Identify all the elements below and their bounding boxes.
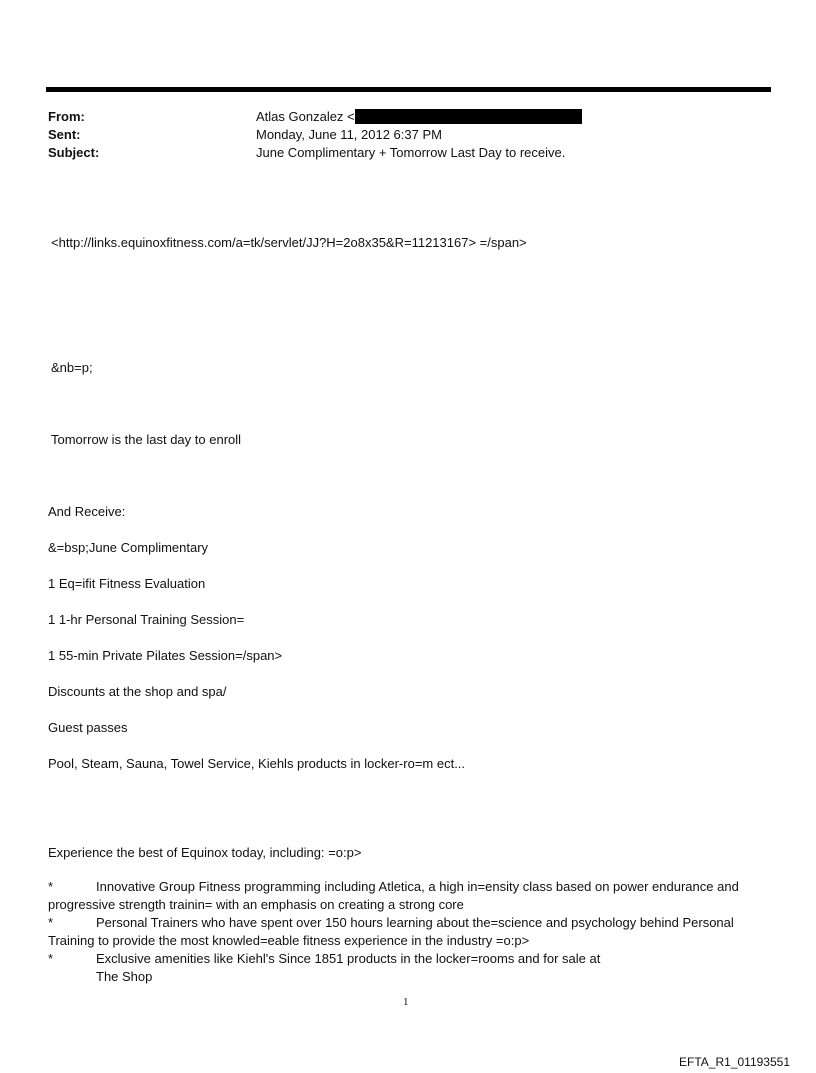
subject-label: Subject: bbox=[48, 145, 100, 160]
page-number: 1 bbox=[403, 996, 409, 1008]
bullet-text-continued: The Shop bbox=[96, 969, 153, 984]
bullet-text: Exclusive amenities like Kiehl's Since 1851 products in the locker=rooms and for sale at bbox=[96, 951, 601, 966]
from-value bbox=[256, 108, 582, 125]
document-id: EFTA_R1_01193551 bbox=[679, 1055, 790, 1069]
bullet-star: * bbox=[48, 915, 54, 930]
sent-label: Sent: bbox=[48, 127, 81, 142]
nbsp-artifact: &nb=p; bbox=[51, 360, 93, 375]
list-item: Guest passes bbox=[48, 720, 128, 735]
list-item: 1 Eq=ifit Fitness Evaluation bbox=[48, 576, 206, 591]
header-rule bbox=[46, 87, 771, 92]
bullet-text: Personal Trainers who have spent over 150 hours learning about the=science and psychology behind Personal Training to provide the most knowled=eable fitness experience in the industry =o:p> bbox=[48, 915, 734, 948]
bullet-star: * bbox=[48, 951, 54, 966]
from-sender: Atlas Gonzalez < bbox=[256, 109, 355, 124]
subject-value: June Complimentary + Tomorrow Last Day to receive. bbox=[256, 145, 566, 160]
list-item: Pool, Steam, Sauna, Towel Service, Kiehls products in locker-ro=m ect... bbox=[48, 756, 466, 771]
sent-value: Monday, June 11, 2012 6:37 PM bbox=[256, 127, 442, 142]
bullet-text: Innovative Group Fitness programming including Atletica, a high in=ensity class based on power endurance and progressive strength trainin= with an emphasis on creating a strong core bbox=[48, 879, 739, 912]
redaction-bar bbox=[355, 109, 582, 124]
list-item: 1 1-hr Personal Training Session= bbox=[48, 612, 245, 627]
bullet-item bbox=[48, 914, 773, 950]
from-label: From: bbox=[48, 109, 85, 124]
last-day-text: Tomorrow is the last day to enroll bbox=[51, 432, 242, 447]
bullet-star: * bbox=[48, 879, 54, 894]
and-receive-text: And Receive: bbox=[48, 504, 126, 519]
tracking-link[interactable]: <http://links.equinoxfitness.com/a=tk/servlet/JJ?H=2o8x35&R=11213167> =/span> bbox=[51, 235, 527, 250]
list-item: &=bsp;June Complimentary bbox=[48, 540, 209, 555]
experience-text: Experience the best of Equinox today, including: =o:p> bbox=[48, 845, 362, 860]
list-item: Discounts at the shop and spa/ bbox=[48, 684, 227, 699]
list-item: 1 55-min Private Pilates Session=/span> bbox=[48, 648, 283, 663]
bullet-item bbox=[48, 950, 773, 986]
bullet-item bbox=[48, 878, 773, 914]
